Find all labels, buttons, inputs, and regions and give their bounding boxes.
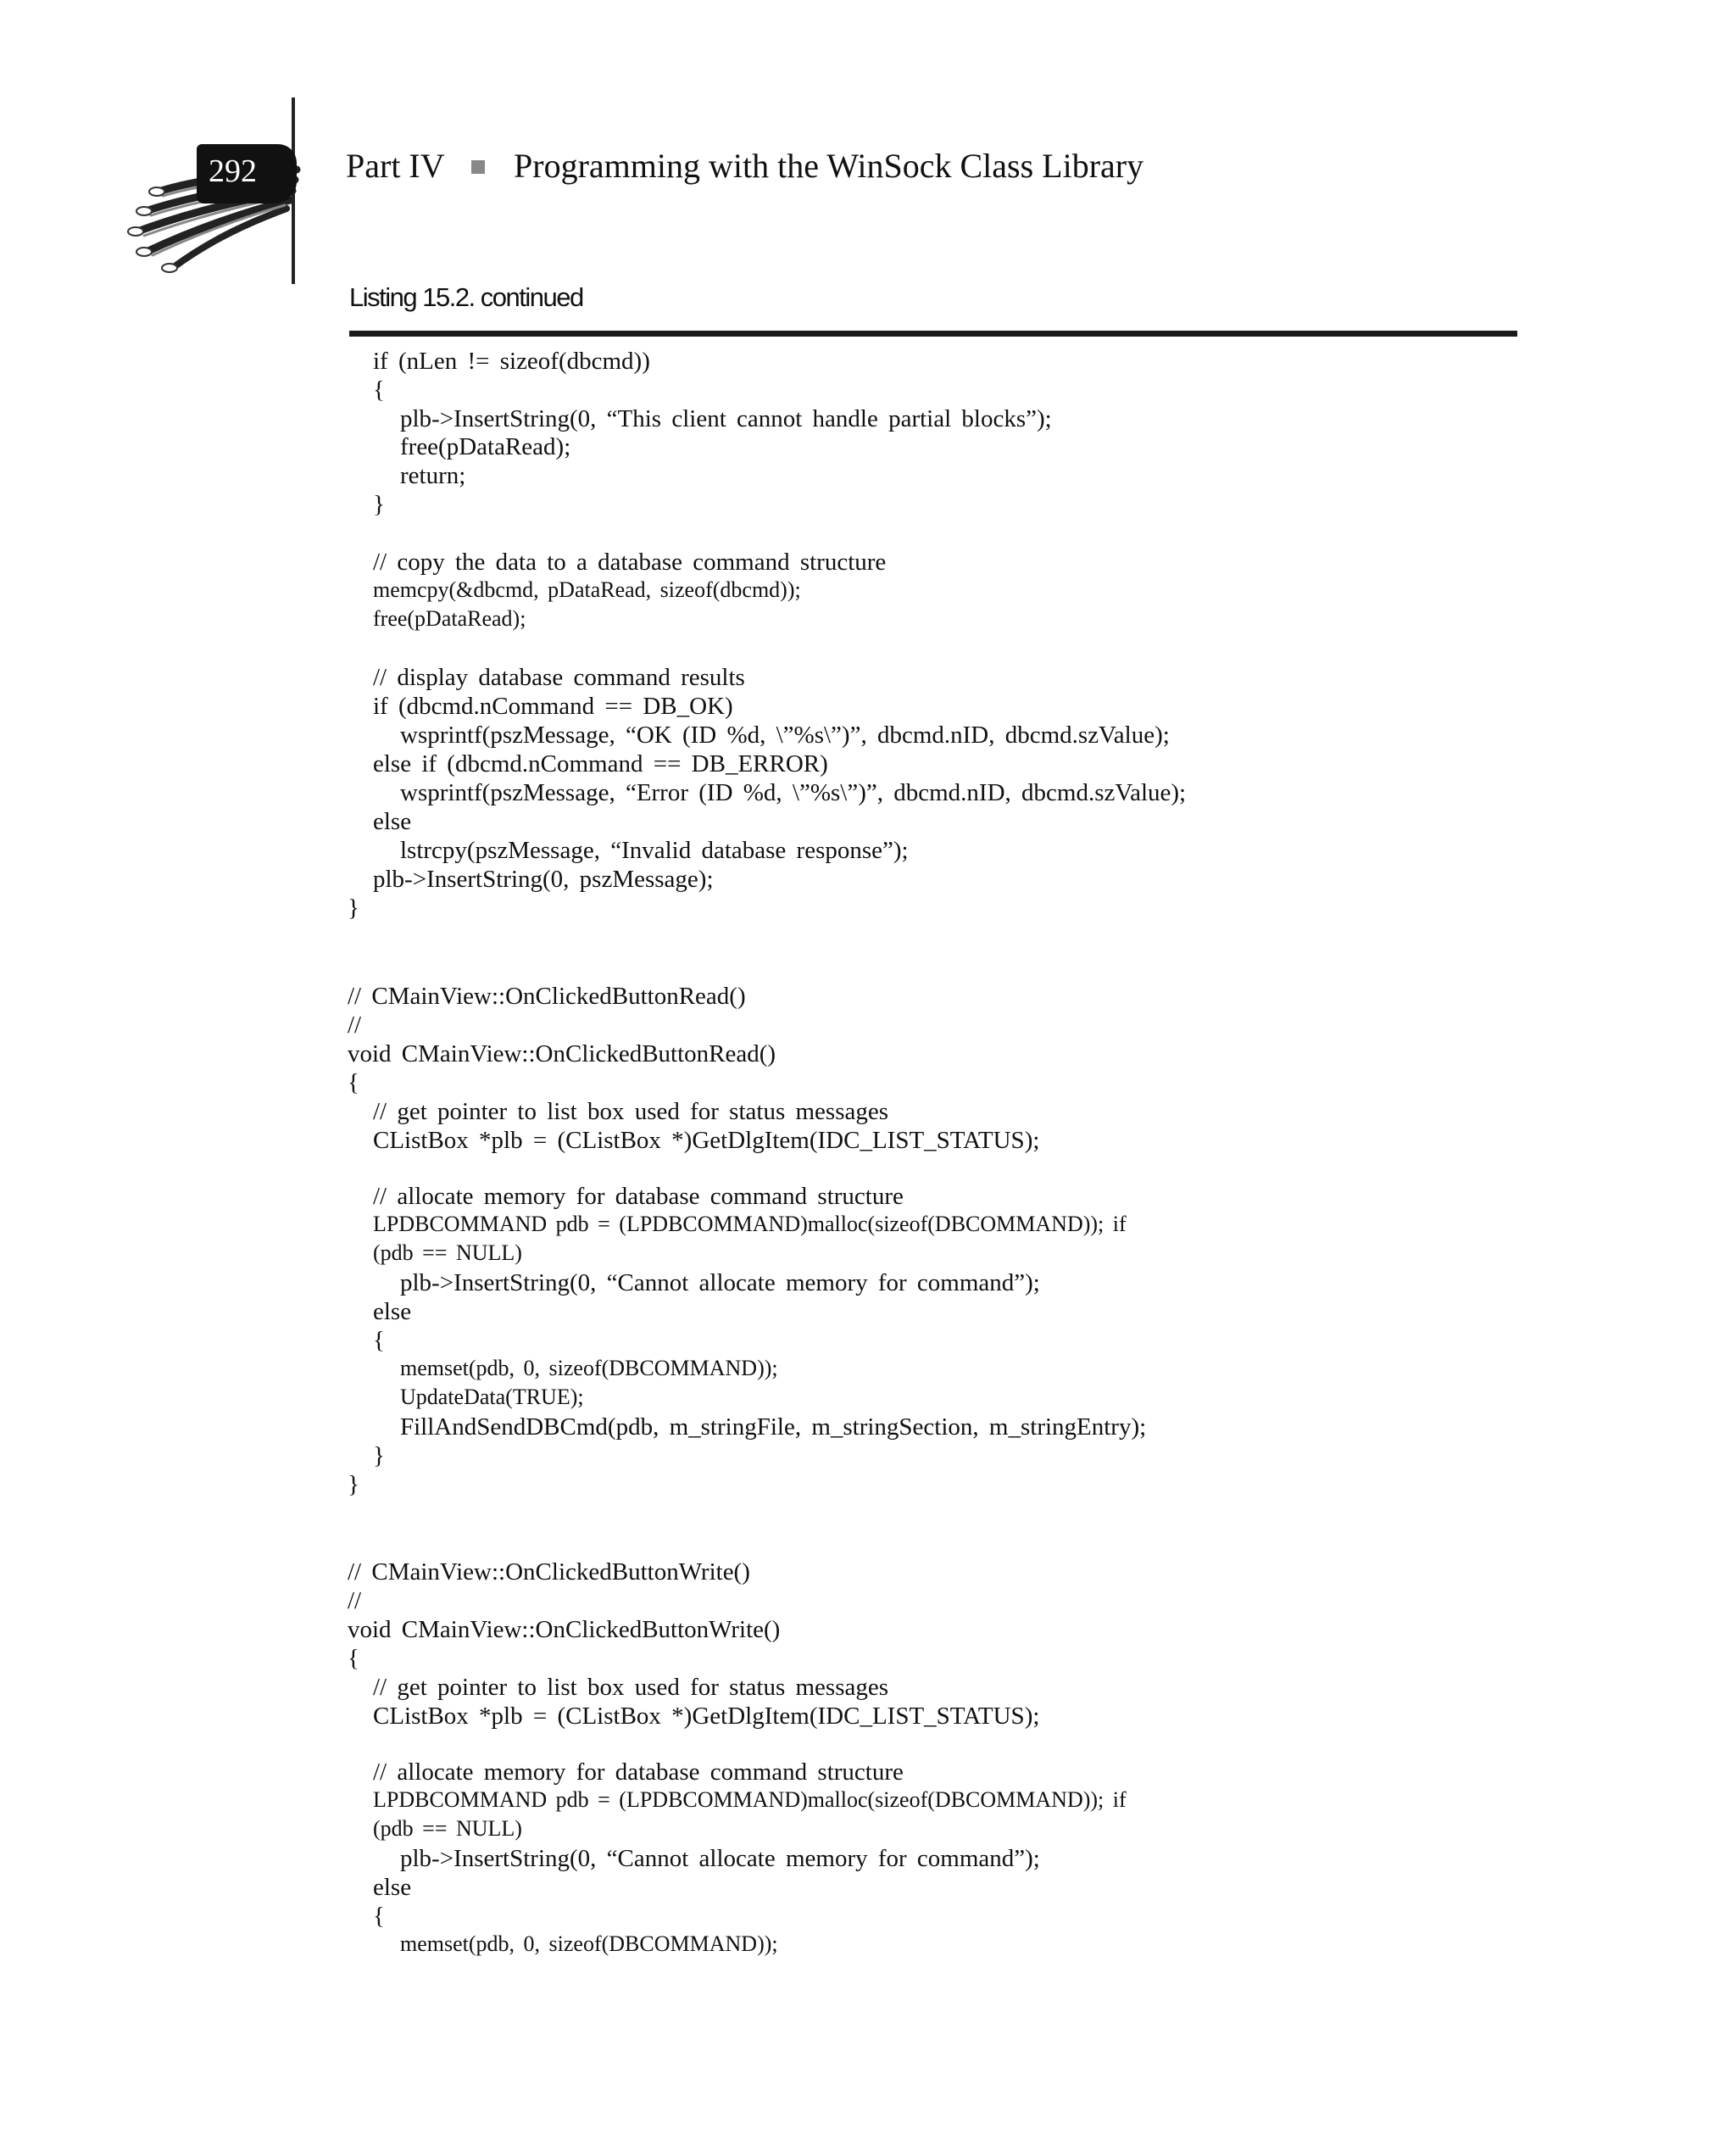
code-line: { xyxy=(348,1645,359,1672)
code-line: // get pointer to list box used for status messages xyxy=(373,1098,889,1125)
code-line: void CMainView::OnClickedButtonRead() xyxy=(348,1040,776,1067)
code-line: if (nLen != sizeof(dbcmd)) xyxy=(373,348,650,375)
code-line: { xyxy=(348,1069,359,1096)
code-line: UpdateData(TRUE); xyxy=(400,1385,584,1409)
code-line: wsprintf(pszMessage, “Error (ID %d, \”%s\”)”, dbcmd.nID, dbcmd.szValue); xyxy=(400,779,1187,806)
code-line: return; xyxy=(400,462,466,489)
code-line: FillAndSendDBCmd(pdb, m_stringFile, m_stringSection, m_stringEntry); xyxy=(400,1413,1147,1441)
code-line: } xyxy=(348,895,359,922)
header-part-label: Part IV xyxy=(346,147,445,185)
code-line: // xyxy=(348,1012,362,1039)
code-line: // xyxy=(348,1587,362,1614)
code-line: { xyxy=(373,376,385,404)
code-line: memset(pdb, 0, sizeof(DBCOMMAND)); xyxy=(400,1356,778,1380)
code-line: (pdb == NULL) xyxy=(373,1816,522,1841)
code-line: else xyxy=(373,1874,412,1901)
code-line: LPDBCOMMAND pdb = (LPDBCOMMAND)malloc(sizeof(DBCOMMAND)); if xyxy=(373,1787,1127,1812)
code-line: } xyxy=(373,1442,385,1469)
code-line: plb->InsertString(0, “Cannot allocate memory for command”); xyxy=(400,1269,1040,1296)
code-line: memcpy(&dbcmd, pDataRead, sizeof(dbcmd)); xyxy=(373,577,801,602)
code-line: lstrcpy(pszMessage, “Invalid database response”); xyxy=(400,837,909,864)
code-line: // allocate memory for database command structure xyxy=(373,1183,904,1210)
code-line: } xyxy=(373,491,385,518)
code-line: (pdb == NULL) xyxy=(373,1240,522,1265)
code-line: LPDBCOMMAND pdb = (LPDBCOMMAND)malloc(sizeof(DBCOMMAND)); if xyxy=(373,1212,1127,1236)
code-line: free(pDataRead); xyxy=(373,606,526,631)
code-line: plb->InsertString(0, “Cannot allocate memory for command”); xyxy=(400,1845,1040,1872)
code-line: // display database command results xyxy=(373,664,745,691)
code-line: { xyxy=(373,1327,385,1354)
code-line: if (dbcmd.nCommand == DB_OK) xyxy=(373,693,733,720)
code-line: } xyxy=(348,1471,359,1498)
code-line: void CMainView::OnClickedButtonWrite() xyxy=(348,1616,781,1643)
code-line: // get pointer to list box used for status messages xyxy=(373,1674,889,1701)
code-line: plb->InsertString(0, “This client cannot handle partial blocks”); xyxy=(400,405,1052,432)
code-line: else if (dbcmd.nCommand == DB_ERROR) xyxy=(373,750,828,777)
code-line: free(pDataRead); xyxy=(400,433,571,460)
code-line: // copy the data to a database command structure xyxy=(373,549,887,576)
code-line: plb->InsertString(0, pszMessage); xyxy=(373,866,714,893)
code-line: CListBox *plb = (CListBox *)GetDlgItem(IDC_LIST_STATUS); xyxy=(373,1703,1040,1730)
code-line: memset(pdb, 0, sizeof(DBCOMMAND)); xyxy=(400,1931,778,1956)
code-line: else xyxy=(373,1298,412,1325)
code-line: // CMainView::OnClickedButtonWrite() xyxy=(348,1558,750,1586)
code-line: // allocate memory for database command structure xyxy=(373,1758,904,1786)
code-line: CListBox *plb = (CListBox *)GetDlgItem(IDC_LIST_STATUS); xyxy=(373,1127,1040,1154)
code-line: else xyxy=(373,808,412,835)
listing-caption: Listing 15.2. continued xyxy=(349,282,583,312)
code-line: wsprintf(pszMessage, “OK (ID %d, \”%s\”)”, dbcmd.nID, dbcmd.szValue); xyxy=(400,722,1170,749)
code-line: // CMainView::OnClickedButtonRead() xyxy=(348,983,746,1010)
page-number: 292 xyxy=(209,153,257,189)
header-title: Programming with the WinSock Class Library xyxy=(514,147,1144,185)
code-line: { xyxy=(373,1903,385,1930)
